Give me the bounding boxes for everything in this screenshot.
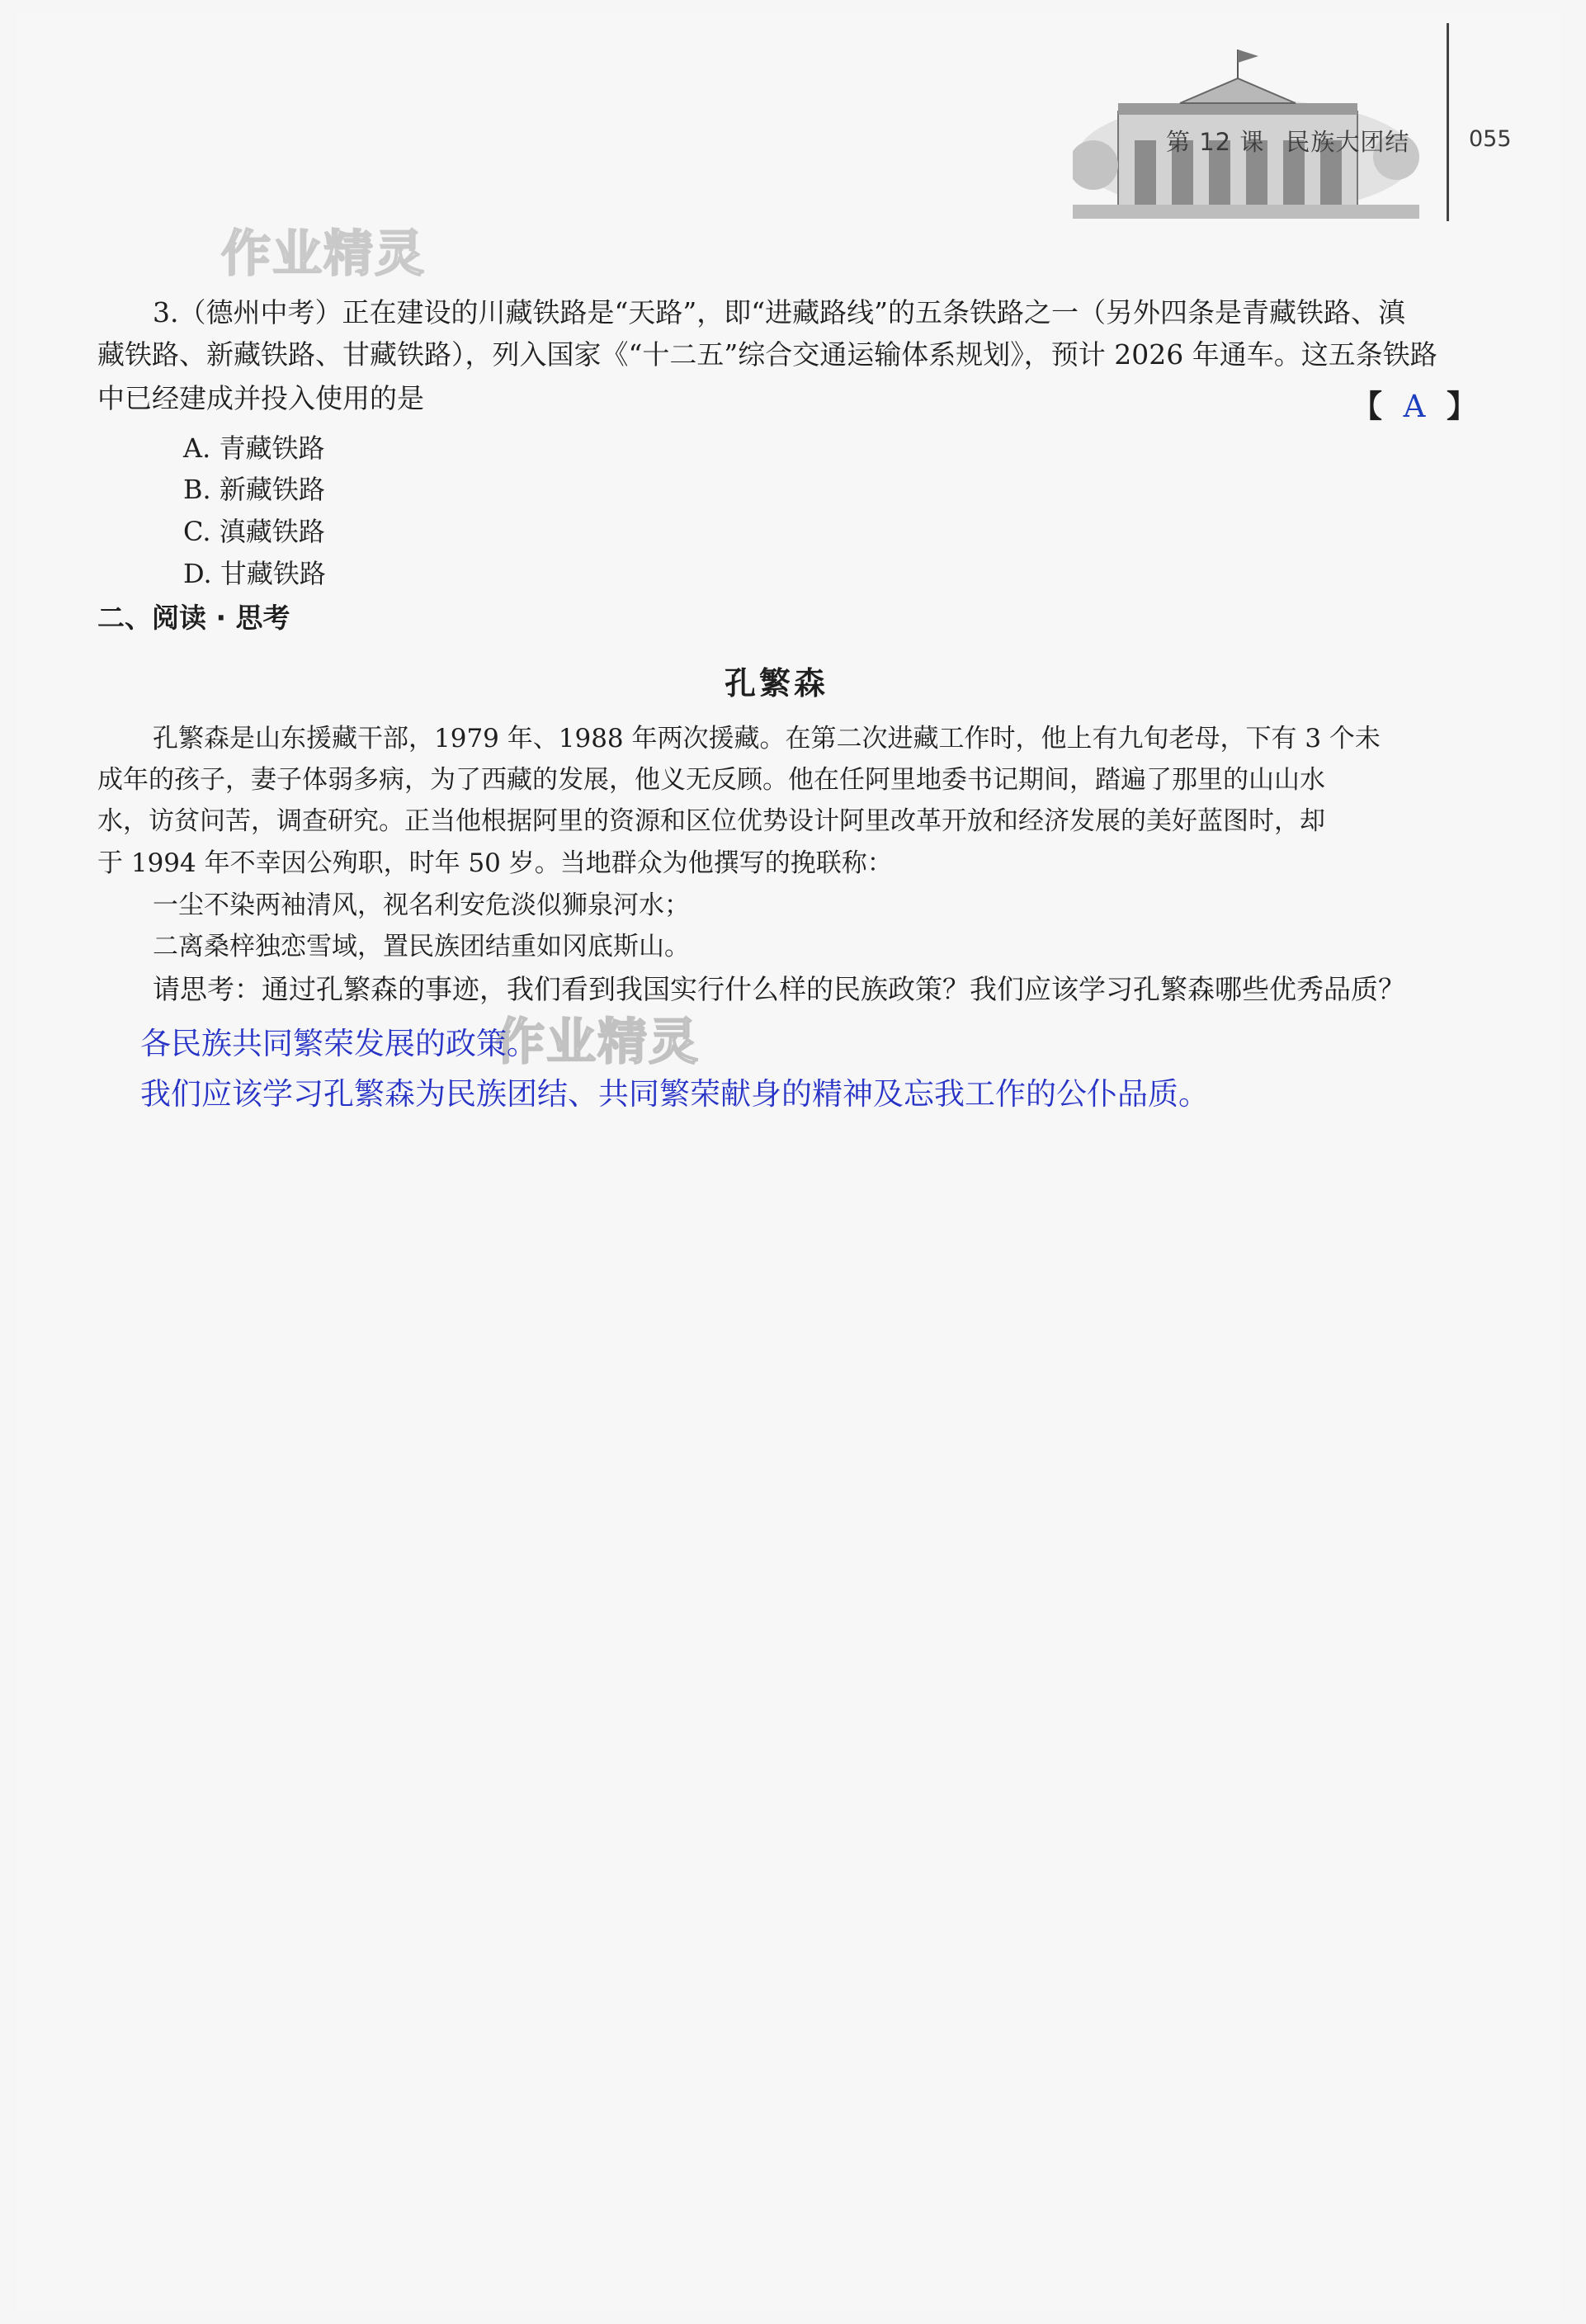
lesson-number: 第 12 课: [1166, 128, 1265, 156]
paragraph-line: 成年的孩子，妻子体弱多病，为了西藏的发展，他义无反顾。他在任阿里地委书记期间，踏遍了那里的山山水: [97, 765, 1325, 795]
header-divider: [1447, 23, 1449, 221]
answer-line-1: 各民族共同繁荣发展的政策。: [140, 1026, 537, 1061]
section-heading: 二、阅读 · 思考: [97, 602, 290, 634]
watermark: 作业精灵: [221, 225, 426, 283]
answer-line-2: 我们应该学习孔繁森为民族团结、共同繁荣献身的精神及忘我工作的公仆品质。: [140, 1076, 1209, 1112]
answer-bracket: [1352, 381, 1477, 426]
question-3-text-line-1: 3.（德州中考）正在建设的川藏铁路是“天路”，即“进藏路线”的五条铁路之一（另外四条是青藏铁路、滇: [153, 296, 1405, 328]
page-number: 055: [1469, 126, 1512, 152]
lesson-header: [1166, 124, 1409, 158]
paragraph-line: 于 1994 年不幸因公殉职，时年 50 岁。当地群众为他撰写的挽联称：: [97, 848, 893, 878]
paragraph-line: 孔繁森是山东援藏干部，1979 年、1988 年两次援藏。在第二次进藏工作时，他上有九旬老母，下有 3 个未: [153, 724, 1381, 753]
option-c: C. 滇藏铁路: [183, 516, 325, 547]
reflection-question: 请思考：通过孔繁森的事迹，我们看到我国实行什么样的民族政策？我们应该学习孔繁森哪些优秀品质？: [153, 973, 1405, 1005]
paragraph-line: 水，访贫问苦，调查研究。正当他根据阿里的资源和区位优势设计阿里改革开放和经济发展的美好蓝图时，却: [97, 806, 1325, 836]
question-3-text-line-2: 藏铁路、新藏铁路、甘藏铁路），列入国家《“十二五”综合交通运输体系规划》，预计 2026 年通车。这五条铁路: [97, 338, 1437, 371]
option-d: D. 甘藏铁路: [183, 558, 326, 589]
watermark: 作业精灵: [495, 1013, 700, 1071]
article-title: 孔繁森: [725, 665, 829, 701]
question-3-text-line-3: 中已经建成并投入使用的是: [97, 382, 424, 414]
couplet-line-2: 二离桑梓独恋雪域，置民族团结重如冈底斯山。: [153, 932, 690, 961]
answer-letter: A: [1403, 389, 1426, 424]
couplet-line-1: 一尘不染两袖清风，视名利安危淡似狮泉河水；: [153, 890, 690, 920]
option-b: B. 新藏铁路: [183, 474, 325, 505]
bracket-open: 【: [1352, 388, 1382, 424]
lesson-title: 民族大团结: [1286, 128, 1410, 156]
bracket-close: 】: [1447, 388, 1477, 424]
option-a: A. 青藏铁路: [183, 432, 325, 464]
